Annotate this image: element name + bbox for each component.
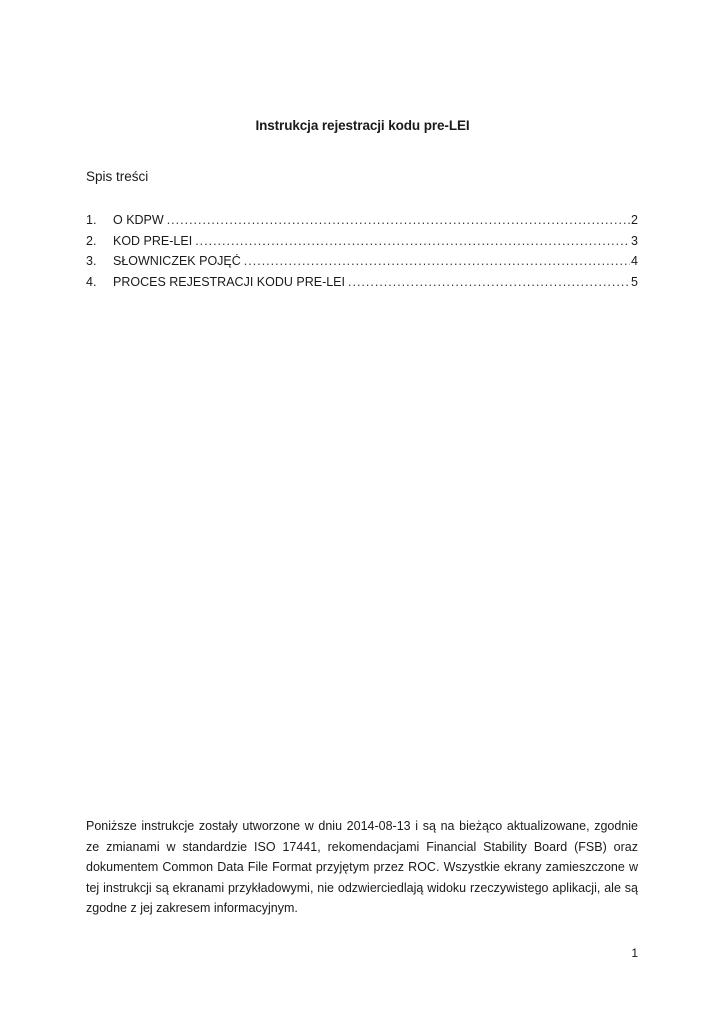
toc-dot-leader	[195, 234, 630, 248]
toc-entry-number: 2.	[86, 233, 97, 248]
intro-paragraph: Poniższe instrukcje zostały utworzone w dniu 2014-08-13 i są na bieżąco aktualizowane, zgodnie ze zmianami w standardzie ISO 17441, rekomendacjami Financial Stability Board (FSB) oraz dokumentem Common Data File Format przyjętym przez ROC. Wszystkie ekrany zamieszczone w tej instrukcji są ekranami przykładowymi, nie odzwierciedlają widoku rzeczywistego aplikacji, ale są zgodne z jej zakresem informacyjnym.	[86, 819, 638, 915]
toc-entry-label: KOD PRE-LEI	[113, 233, 193, 248]
toc-entry-label: O KDPW	[113, 213, 164, 227]
toc-entry-label: SŁOWNICZEK POJĘĆ	[113, 254, 241, 268]
page-number: 1	[631, 946, 638, 960]
toc-entry-kod-pre-lei[interactable]	[86, 234, 638, 255]
toc-dot-leader	[348, 275, 630, 289]
toc-entry-number: 1.	[86, 213, 97, 227]
toc-heading: Spis treści	[86, 169, 149, 184]
toc-entry-slowniczek-pojec[interactable]	[86, 254, 638, 275]
toc-entry-o-kdpw[interactable]	[86, 213, 638, 234]
toc-entry-page: 2	[631, 213, 638, 227]
table-of-contents	[86, 213, 638, 295]
toc-dot-leader	[167, 213, 630, 227]
toc-dot-leader	[244, 254, 630, 268]
toc-entry-label: PROCES REJESTRACJI KODU PRE-LEI	[113, 274, 345, 289]
toc-entry-page: 3	[631, 233, 638, 248]
toc-entry-page: 5	[631, 274, 638, 289]
toc-entry-number: 3.	[86, 254, 97, 268]
document-title: Instrukcja rejestracji kodu pre-LEI	[255, 118, 470, 133]
toc-entry-number: 4.	[86, 274, 97, 289]
toc-entry-page: 4	[631, 254, 638, 268]
toc-entry-proces-rejestracji[interactable]	[86, 275, 638, 296]
